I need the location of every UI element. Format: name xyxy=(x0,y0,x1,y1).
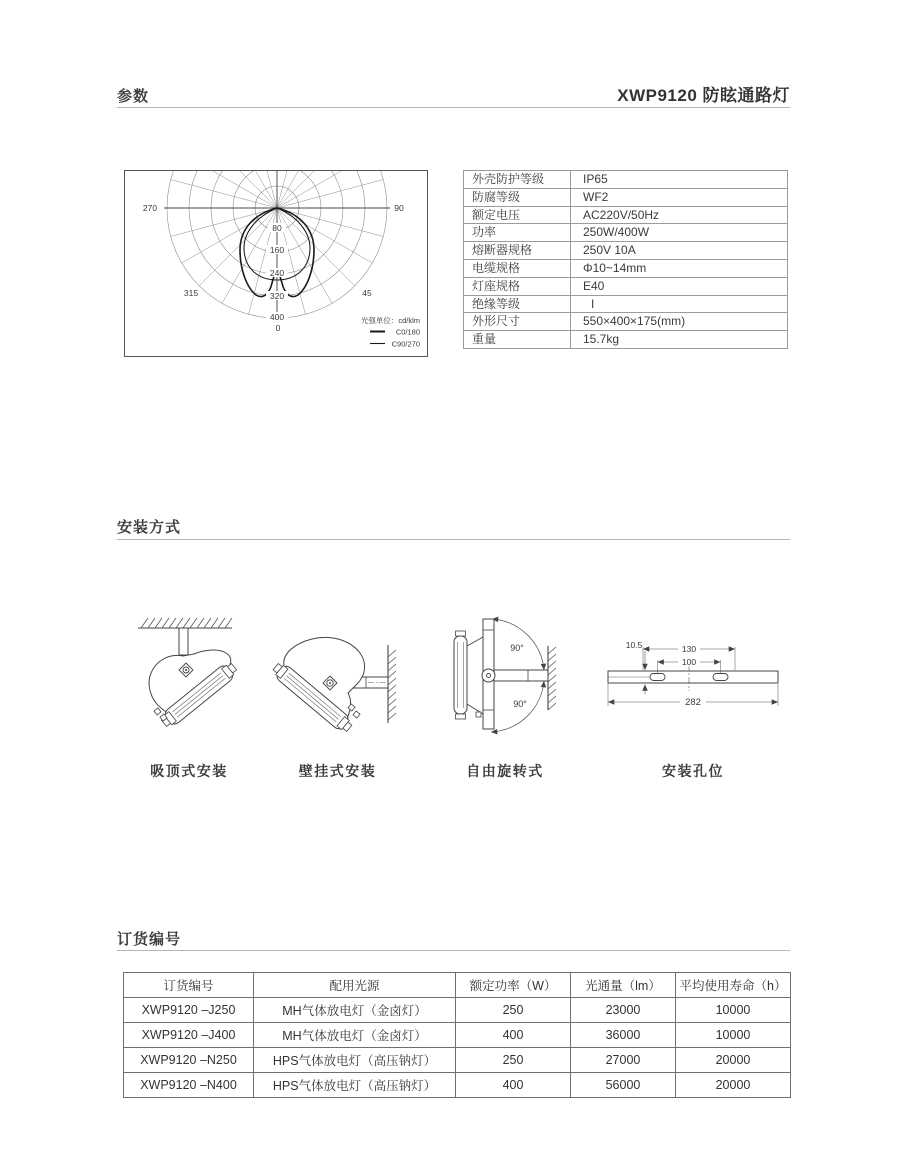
slot-right xyxy=(713,674,728,681)
order-light-source: HPS气体放电灯（高压钠灯） xyxy=(254,1073,456,1098)
header-rule xyxy=(117,107,790,108)
dim-100: 100 xyxy=(681,657,697,667)
spec-value: 550×400×175(mm) xyxy=(571,313,788,331)
order-light-source: MH气体放电灯（金卤灯） xyxy=(254,998,456,1023)
rotation-angle-upper: 90° xyxy=(510,643,524,653)
spec-label: 外形尺寸 xyxy=(464,313,571,331)
angle-label-270: 270 xyxy=(142,203,158,213)
spec-row xyxy=(464,188,788,206)
page-title: XWP9120 防眩通路灯 xyxy=(617,86,790,105)
spec-table xyxy=(463,170,788,349)
bolt-icon xyxy=(476,712,481,717)
bolt-icon xyxy=(154,708,161,715)
installation-rule xyxy=(117,539,790,540)
ceiling-hatch-icon xyxy=(141,618,232,628)
lamp-face xyxy=(454,636,467,714)
spec-label: 外壳防护等级 xyxy=(464,171,571,189)
spec-value: 15.7kg xyxy=(571,331,788,349)
spec-row xyxy=(464,206,788,224)
order-code: XWP9120 –N250 xyxy=(124,1048,254,1073)
spec-label: 电缆规格 xyxy=(464,259,571,277)
col-header-luminous-flux: 光通量（lm） xyxy=(571,973,676,998)
angle-label-45: 45 xyxy=(362,288,372,298)
spec-value: Φ10~14mm xyxy=(571,259,788,277)
spec-label: 功率 xyxy=(464,224,571,242)
order-code: XWP9120 –N400 xyxy=(124,1073,254,1098)
order-power: 400 xyxy=(456,1023,571,1048)
lamp-cap-bottom xyxy=(456,714,466,719)
section-title-installation: 安装方式 xyxy=(117,519,182,536)
spec-value: E40 xyxy=(571,277,788,295)
order-row xyxy=(124,1048,791,1073)
spec-row xyxy=(464,331,788,349)
order-table xyxy=(123,972,791,1098)
order-row xyxy=(124,1073,791,1098)
slot-left xyxy=(650,674,665,681)
caption-mounting-holes: 安装孔位 xyxy=(662,763,724,779)
dim-10-5: 10.5 xyxy=(625,640,643,650)
section-title-parameters: 参数 xyxy=(117,88,150,105)
spec-value: I xyxy=(571,295,788,313)
order-light-source: HPS气体放电灯（高压钠灯） xyxy=(254,1048,456,1073)
order-code: XWP9120 –J400 xyxy=(124,1023,254,1048)
spec-row xyxy=(464,295,788,313)
order-light-source: MH气体放电灯（金卤灯） xyxy=(254,1023,456,1048)
caption-free-rotation: 自由旋转式 xyxy=(466,763,544,779)
ceiling-mount-diagram xyxy=(133,612,245,737)
order-life: 20000 xyxy=(676,1048,791,1073)
order-code: XWP9120 –J250 xyxy=(124,998,254,1023)
bolt-icon xyxy=(353,711,360,718)
spec-label: 灯座规格 xyxy=(464,277,571,295)
spec-value: AC220V/50Hz xyxy=(571,206,788,224)
col-header-rated-power: 额定功率（W） xyxy=(456,973,571,998)
spec-label: 重量 xyxy=(464,331,571,349)
dim-130: 130 xyxy=(681,644,697,654)
free-rotation-diagram xyxy=(440,606,570,743)
dim-282: 282 xyxy=(685,697,701,708)
ring-label-80: 80 xyxy=(272,223,282,233)
mount-arm xyxy=(494,670,548,681)
order-power: 400 xyxy=(456,1073,571,1098)
legend-title: 光强单位：cd/klm xyxy=(360,316,420,325)
spec-label: 熔断器规格 xyxy=(464,242,571,260)
ring-label-160: 160 xyxy=(269,245,285,255)
legend-label-c90: C90/270 xyxy=(391,339,420,349)
caption-wall-mount: 壁挂式安装 xyxy=(298,763,377,779)
spec-row xyxy=(464,313,788,331)
spec-label: 防腐等级 xyxy=(464,188,571,206)
angle-label-315: 315 xyxy=(183,288,199,298)
ring-label-400: 400 xyxy=(269,312,285,322)
ring-label-320: 320 xyxy=(269,291,285,301)
order-row xyxy=(124,1023,791,1048)
ordering-rule xyxy=(117,950,790,951)
order-flux: 56000 xyxy=(571,1073,676,1098)
rotation-angle-lower: 90° xyxy=(513,699,527,709)
pivot-bolt-icon xyxy=(482,669,495,682)
order-life: 10000 xyxy=(676,1023,791,1048)
spec-row xyxy=(464,277,788,295)
photometric-polar-diagram xyxy=(124,170,428,357)
order-flux: 36000 xyxy=(571,1023,676,1048)
section-title-ordering: 订货编号 xyxy=(117,931,182,948)
order-row xyxy=(124,998,791,1023)
spec-value: WF2 xyxy=(571,188,788,206)
legend-label-c0: C0/180 xyxy=(395,327,420,337)
spec-row xyxy=(464,242,788,260)
wall-hatch-icon xyxy=(548,647,556,710)
angle-label-90: 90 xyxy=(394,203,404,213)
wall-mount-diagram xyxy=(270,613,405,735)
order-header-row xyxy=(124,973,791,998)
order-flux: 23000 xyxy=(571,998,676,1023)
spec-row xyxy=(464,224,788,242)
spec-label: 绝缘等级 xyxy=(464,295,571,313)
mounting-holes-diagram xyxy=(598,629,788,722)
pivot-dot-icon xyxy=(329,682,331,684)
spec-label: 额定电压 xyxy=(464,206,571,224)
spec-value: 250V 10A xyxy=(571,242,788,260)
spec-value: 250W/400W xyxy=(571,224,788,242)
spec-value: IP65 xyxy=(571,171,788,189)
spec-row xyxy=(464,259,788,277)
caption-ceiling-mount: 吸顶式安装 xyxy=(150,763,228,779)
order-life: 20000 xyxy=(676,1073,791,1098)
col-header-light-source: 配用光源 xyxy=(254,973,456,998)
angle-label-0: 0 xyxy=(275,323,281,333)
col-header-order-code: 订货编号 xyxy=(124,973,254,998)
order-power: 250 xyxy=(456,1048,571,1073)
spec-row xyxy=(464,171,788,189)
wall-hatch-icon xyxy=(388,650,396,720)
body-edge xyxy=(467,637,483,646)
col-header-avg-life: 平均使用寿命（h） xyxy=(676,973,791,998)
order-life: 10000 xyxy=(676,998,791,1023)
pivot-dot-icon xyxy=(185,669,187,671)
mount-stem xyxy=(179,628,188,655)
order-power: 250 xyxy=(456,998,571,1023)
lamp-cap-top xyxy=(456,631,466,636)
ring-label-240: 240 xyxy=(269,268,285,278)
order-flux: 27000 xyxy=(571,1048,676,1073)
polar-legend xyxy=(361,315,420,349)
